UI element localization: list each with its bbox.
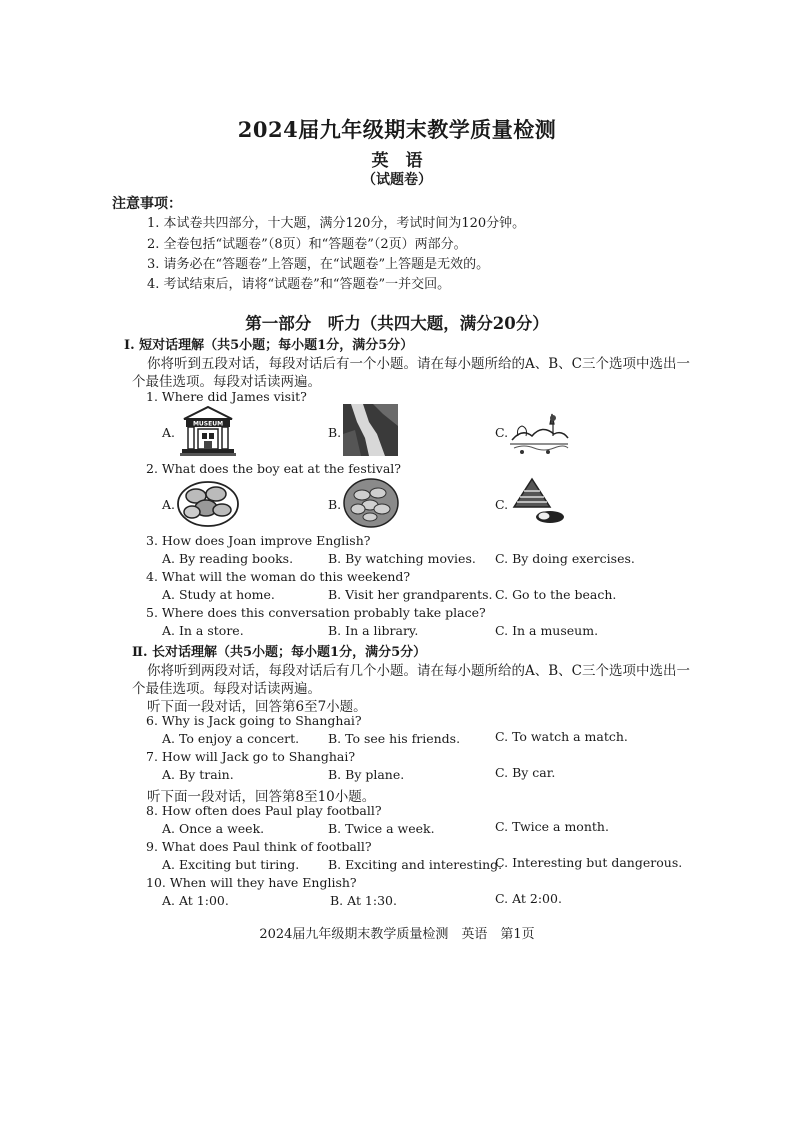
question-2: 2. What does the boy eat at the festival? [146,461,401,476]
option-label: A. [162,425,176,440]
option-c: C. At 2:00. [495,891,562,906]
instruction-line: 你将听到两段对话，每段对话后有几个小题。请在每小题所给的A、B、C三个选项中选出一 [147,663,690,679]
question-3: 3. How does Joan improve English? [146,533,371,548]
question-4: 4. What will the woman do this weekend? [146,569,411,584]
paper-type: （试题卷） [362,172,432,188]
museum-sign: MUSEUM [192,420,224,428]
section-heading: Ⅱ. 长对话理解（共5小题；每小题1分，满分5分） [132,645,427,660]
mooncakes-picture [176,476,240,528]
option-c: C. In a museum. [495,623,599,638]
instruction-line: 个最佳选项。每段对话读两遍。 [132,681,321,697]
part-heading: 第一部分 听力（共四大题，满分20分） [245,314,549,333]
zongzi-picture [510,477,570,527]
option-c: C. Interesting but dangerous. [495,855,683,870]
museum-picture [180,405,236,457]
question-9: 9. What does Paul think of football? [146,839,372,854]
option-label: A. [162,497,176,512]
notice-item: 3. 请务必在“答题卷”上答题，在“试题卷”上答题是无效的。 [147,257,490,272]
option-b: B. Exciting and interesting. [328,857,503,872]
question-1: 1. Where did James visit? [146,389,307,404]
option-a: A. In a store. [162,623,244,638]
question-5: 5. Where does this conversation probably take place? [146,605,486,620]
option-a: A. By train. [162,767,234,782]
listening-lead: 听下面一段对话，回答第8至10小题。 [147,789,376,805]
option-c: C. By doing exercises. [495,551,635,566]
question-6: 6. Why is Jack going to Shanghai? [146,713,362,728]
dumplings-picture [342,477,400,529]
option-c: C. Twice a month. [495,819,609,834]
option-b: B. In a library. [328,623,419,638]
option-b: B. Visit her grandparents. [328,587,493,602]
subject-name: 英 语 [371,151,423,171]
option-b: B. By plane. [328,767,405,782]
option-a: A. Study at home. [162,587,275,602]
option-b: B. At 1:30. [330,893,397,908]
notice-heading: 注意事项： [112,196,182,212]
instruction-line: 个最佳选项。每段对话读两遍。 [132,374,321,390]
exam-title: 2024届九年级期末教学质量检测 [237,117,557,142]
listening-lead: 听下面一段对话，回答第6至7小题。 [147,699,367,715]
question-8: 8. How often does Paul play football? [146,803,382,818]
notice-item: 1. 本试卷共四部分，十大题，满分120分，考试时间为120分钟。 [147,216,526,231]
option-label: C. [495,425,509,440]
option-c: C. By car. [495,765,556,780]
option-label: B. [328,497,342,512]
instruction-line: 你将听到五段对话，每段对话后有一个小题。请在每小题所给的A、B、C三个选项中选出一 [147,356,690,372]
option-a: A. By reading books. [162,551,294,566]
option-b: B. Twice a week. [328,821,435,836]
option-b: B. By watching movies. [328,551,476,566]
option-c: C. Go to the beach. [495,587,617,602]
question-7: 7. How will Jack go to Shanghai? [146,749,356,764]
option-label: C. [495,497,509,512]
park-picture [508,410,570,456]
page-footer: 2024届九年级期末教学质量检测 英语 第1页 [259,927,535,942]
option-c: C. To watch a match. [495,729,628,744]
option-a: A. At 1:00. [162,893,229,908]
option-a: A. To enjoy a concert. [162,731,300,746]
option-a: A. Once a week. [162,821,265,836]
option-label: B. [328,425,342,440]
section-heading: Ⅰ. 短对话理解（共5小题；每小题1分，满分5分） [124,338,414,353]
notice-item: 4. 考试结束后，请将“试题卷”和“答题卷”一并交回。 [147,277,451,292]
question-10: 10. When will they have English? [146,875,357,890]
option-a: A. Exciting but tiring. [162,857,300,872]
waterfall-picture [343,404,398,456]
option-b: B. To see his friends. [328,731,461,746]
notice-item: 2. 全卷包括“试题卷”（8页）和“答题卷”（2页）两部分。 [147,237,467,252]
